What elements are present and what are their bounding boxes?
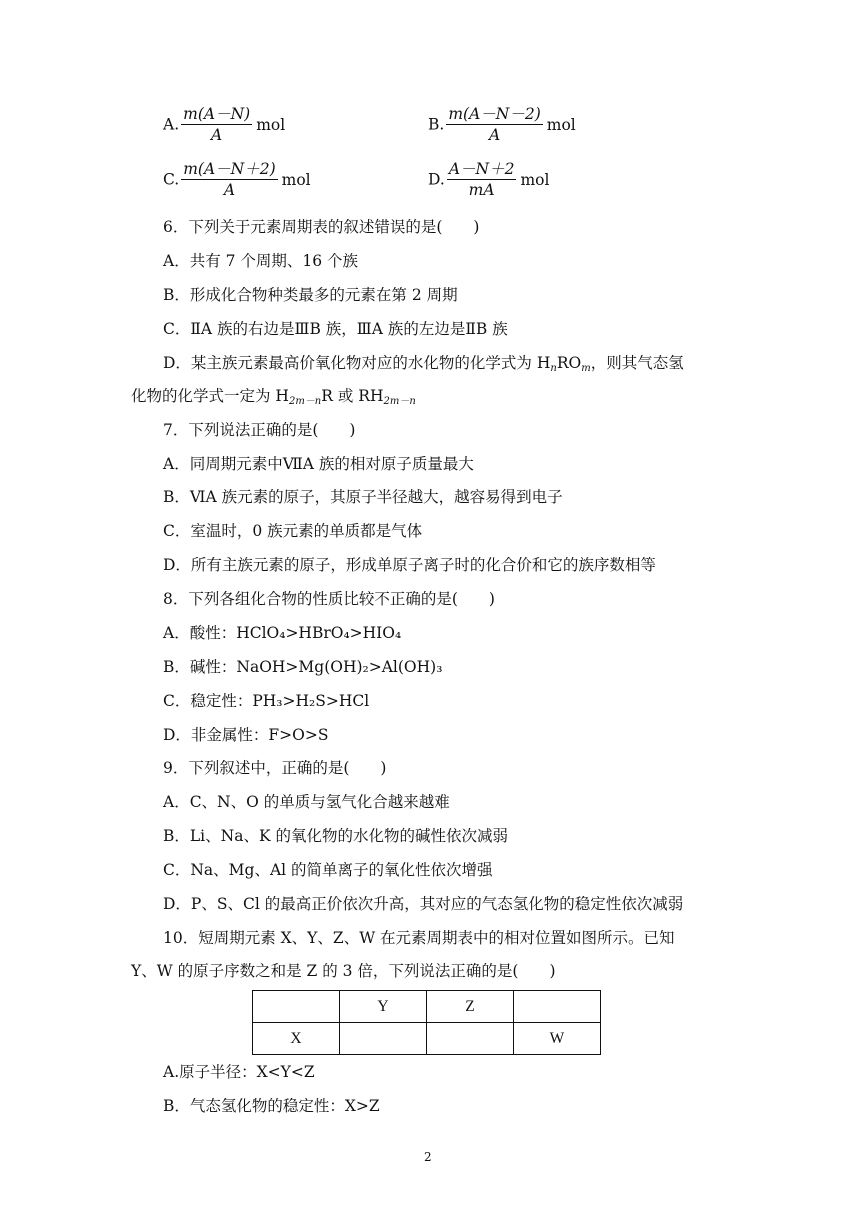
q9-stem: 9．下列叙述中，正确的是( ) [163,759,387,777]
q6-option-d-cont: 化物的化学式一定为 $H_{2m-n}R$ 或 $RH_{2m-n}$ [131,387,416,407]
fraction: $\frac{A-N+2}{mA}$ [448,160,515,199]
q6-option-b: B．形成化合物种类最多的元素在第 2 周期 [163,286,458,304]
q9-option-a: A．C、N、O 的单质与氢气化合越来越难 [163,793,450,811]
q7-option-a: A．同周期元素中ⅦA 族的相对原子质量最大 [163,455,474,473]
q8-option-d: D．非金属性：F>O>S [163,726,329,744]
table-cell: W [514,1023,601,1055]
q9-option-b: B．Li、Na、K 的氧化物的水化物的碱性依次减弱 [163,827,508,845]
q10-option-b: B．气态氢化物的稳定性：X>Z [163,1097,380,1115]
periodic-position-table [252,990,601,1055]
q5-option-a: A. $\frac{m(A-N)}{A}$ mol [163,105,286,144]
table-cell: X [253,1023,340,1055]
q7-option-c: C．室温时，0 族元素的单质都是气体 [163,522,423,540]
table-row [253,991,601,1023]
q7-option-d: D．所有主族元素的原子，形成单原子离子时的化合价和它的族序数相等 [163,556,656,574]
q5-option-d: D. $\frac{A-N+2}{mA}$ mol [428,160,550,199]
q6-stem: 6．下列关于元素周期表的叙述错误的是( ) [163,218,480,236]
q8-option-b: B．碱性：NaOH>Mg(OH)₂>Al(OH)₃ [163,658,443,676]
page-number: 2 [424,1150,432,1164]
q10-option-a: A.原子半径：X<Y<Z [163,1063,315,1081]
q8-option-a: A．酸性：HClO₄>HBrO₄>HIO₄ [163,624,402,642]
q6-option-d: D．某主族元素最高价氧化物对应的水化物的化学式为 $H_nRO_m$，则其气态氢 [163,354,684,374]
table-cell: Z [427,991,514,1023]
q5-option-b: B. $\frac{m(A-N-2)}{A}$ mol [428,105,576,144]
table-cell [253,991,340,1023]
q9-option-d: D．P、S、Cl 的最高正价依次升高，其对应的气态氢化物的稳定性依次减弱 [163,895,684,913]
fraction: $\frac{m(A-N-2)}{A}$ [448,105,541,144]
fraction: $\frac{m(A-N)}{A}$ [183,105,251,144]
table-cell: Y [340,991,427,1023]
table-row [253,1023,601,1055]
q8-stem: 8．下列各组化合物的性质比较不正确的是( ) [163,590,495,608]
q10-stem: 10．短周期元素 X、Y、Z、W 在元素周期表中的相对位置如图所示。已知 [163,929,675,947]
q7-option-b: B．ⅥA 族元素的原子，其原子半径越大，越容易得到电子 [163,488,563,506]
q7-stem: 7．下列说法正确的是( ) [163,421,356,439]
table-cell [427,1023,514,1055]
q8-option-c: C．稳定性：PH₃>H₂S>HCl [163,692,370,710]
q9-option-c: C．Na、Mg、Al 的简单离子的氧化性依次增强 [163,861,493,879]
table-cell [340,1023,427,1055]
q6-option-a: A．共有 7 个周期、16 个族 [163,252,359,270]
fraction: $\frac{m(A-N+2)}{A}$ [183,160,276,199]
q5-option-c: C. $\frac{m(A-N+2)}{A}$ mol [163,160,311,199]
q10-stem-cont: Y、W 的原子序数之和是 Z 的 3 倍，下列说法正确的是( ) [131,962,556,980]
q6-option-c: C．ⅡA 族的右边是ⅢB 族，ⅢA 族的左边是ⅡB 族 [163,320,508,338]
table-cell [514,991,601,1023]
